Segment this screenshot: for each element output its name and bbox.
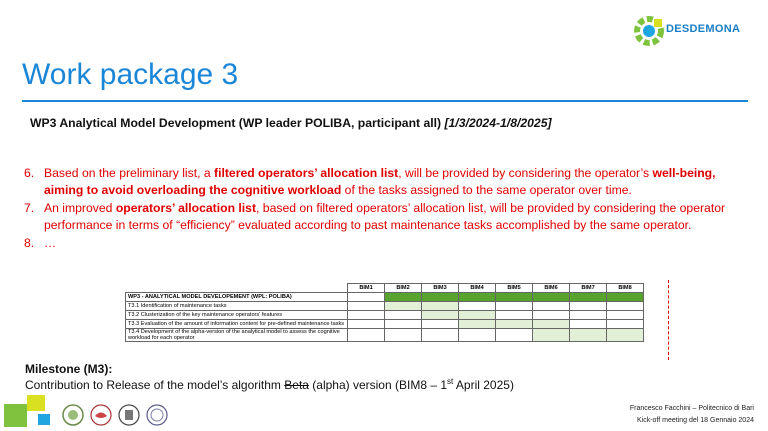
gantt-row [126, 293, 644, 302]
gantt-cell [496, 302, 533, 311]
seal-icon [62, 404, 84, 426]
gantt-cell [533, 293, 570, 302]
gantt-cell [385, 293, 422, 302]
gantt-cell [422, 311, 459, 320]
gantt-cell [459, 293, 496, 302]
list-item-6 [24, 165, 744, 199]
milestone-label: Milestone (M3): [25, 362, 113, 376]
list-emphasis: well-being, aiming to avoid overloading the cognitive workload [44, 166, 716, 197]
gantt-cell [607, 302, 644, 311]
gantt-cell [570, 302, 607, 311]
gantt-row [126, 311, 644, 320]
decor-square-blue [38, 414, 50, 425]
gantt-cell [533, 302, 570, 311]
list-emphasis: operators’ allocation list [115, 201, 257, 215]
subtitle-dates: [1/3/2024-1/8/2025] [444, 116, 552, 130]
gantt-cell [422, 320, 459, 329]
gantt-row [126, 329, 644, 342]
gantt-cell [607, 293, 644, 302]
gantt-cell [385, 329, 422, 342]
deadline-marker [668, 280, 669, 360]
milestone-struck-text: Beta [284, 378, 309, 392]
gantt-cell [496, 329, 533, 342]
gantt-cell [459, 320, 496, 329]
institution-logo-4 [146, 404, 168, 426]
footer-event: Kick-off meeting del 18 Gennaio 2024 [636, 417, 754, 424]
gantt-cell [348, 311, 385, 320]
gantt-cell [570, 293, 607, 302]
gantt-cell [422, 329, 459, 342]
subtitle-text: WP3 Analytical Model Development (WP leader POLIBA, participant all) [30, 116, 445, 130]
gantt-column-header: BIM3 [422, 284, 459, 293]
gear-logo-icon [632, 11, 666, 51]
gantt-cell [348, 302, 385, 311]
milestone-text: (alpha) version (BIM8 – 1 [308, 378, 448, 392]
crest-icon [118, 404, 140, 426]
gantt-task-label: T3.4 Development of the alpha-version of the analytical model to assess the cognitive workload for each operator [126, 329, 348, 342]
gantt-cell [459, 329, 496, 342]
wp-subtitle [30, 116, 552, 130]
gantt-cell [422, 302, 459, 311]
decor-square-yellow [27, 395, 45, 411]
institution-logo-3 [118, 404, 140, 426]
list-number: 6. [24, 166, 35, 180]
gantt-cell [496, 320, 533, 329]
gantt-cell [385, 311, 422, 320]
gantt-column-header: BIM5 [496, 284, 533, 293]
gantt-cell [422, 293, 459, 302]
gantt-cell [496, 311, 533, 320]
decor-square-green [4, 404, 27, 427]
list-text: Based on the preliminary list, a [44, 166, 215, 180]
institution-logo-2 [90, 404, 112, 426]
gantt-cell [533, 329, 570, 342]
institution-logo-1 [62, 404, 84, 426]
list-text: of the tasks assigned to the same operator over time. [341, 183, 632, 197]
milestone-sup: st [447, 377, 454, 386]
logo-text: DESDEMONA [666, 23, 741, 35]
numbered-list [24, 165, 744, 253]
list-emphasis: filtered operators’ allocation list [214, 166, 399, 180]
list-text: … [44, 236, 57, 250]
gantt-cell [348, 320, 385, 329]
list-number: 7. [24, 201, 35, 215]
gantt-column-header: BIM1 [348, 284, 385, 293]
gantt-column-header: BIM6 [533, 284, 570, 293]
gantt-row [126, 302, 644, 311]
gantt-cell [607, 320, 644, 329]
slide-title: Work package 3 [22, 58, 239, 91]
list-text: , will be provided by considering the operator’s [398, 166, 653, 180]
seal-icon [146, 404, 168, 426]
gantt-cell [459, 302, 496, 311]
gantt-cell [607, 311, 644, 320]
gantt-task-label: WP3 - ANALYTICAL MODEL DEVELOPEMENT (WPL: POLIBA) [126, 293, 348, 302]
emblem-icon [90, 404, 112, 426]
gantt-header-blank [126, 284, 348, 293]
gantt-chart [125, 283, 644, 342]
gantt-cell [348, 293, 385, 302]
gantt-cell [348, 329, 385, 342]
gantt-cell [459, 311, 496, 320]
gantt-cell [570, 311, 607, 320]
gantt-cell [533, 320, 570, 329]
gantt-cell [570, 329, 607, 342]
gantt-task-label: T3.3 Evaluation of the amount of information content for pre-defined maintenance tasks [126, 320, 348, 329]
gantt-cell [607, 329, 644, 342]
gantt-task-label: T3.2 Clusterization of the key maintenance operators' features [126, 311, 348, 320]
gantt-column-header: BIM7 [570, 284, 607, 293]
gantt-table [125, 283, 644, 342]
list-item-7 [24, 200, 744, 234]
milestone-description [25, 377, 514, 392]
gantt-header-row [126, 284, 644, 293]
gantt-task-label: T3.1 Identification of maintenance tasks [126, 302, 348, 311]
list-text: , based on filtered operators’ allocation list, will be provided by considering the operator performance in terms of “efficiency” evaluated according to past maintenance tasks accomplished by the same operator. [44, 201, 726, 232]
milestone-text: Contribution to Release of the model’s algorithm [25, 378, 285, 392]
list-item-8 [24, 235, 744, 252]
gantt-row [126, 320, 644, 329]
gantt-cell [385, 320, 422, 329]
gantt-column-header: BIM2 [385, 284, 422, 293]
gantt-column-header: BIM8 [607, 284, 644, 293]
gantt-cell [533, 311, 570, 320]
gantt-column-header: BIM4 [459, 284, 496, 293]
footer-author: Francesco Facchini – Politecnico di Bari [629, 405, 754, 412]
gantt-cell [570, 320, 607, 329]
gantt-cell [496, 293, 533, 302]
list-number: 8. [24, 236, 35, 250]
title-divider [22, 100, 748, 102]
desdemona-logo [632, 11, 752, 51]
list-text: An improved [44, 201, 116, 215]
gantt-cell [385, 302, 422, 311]
milestone-text: April 2025) [453, 378, 514, 392]
